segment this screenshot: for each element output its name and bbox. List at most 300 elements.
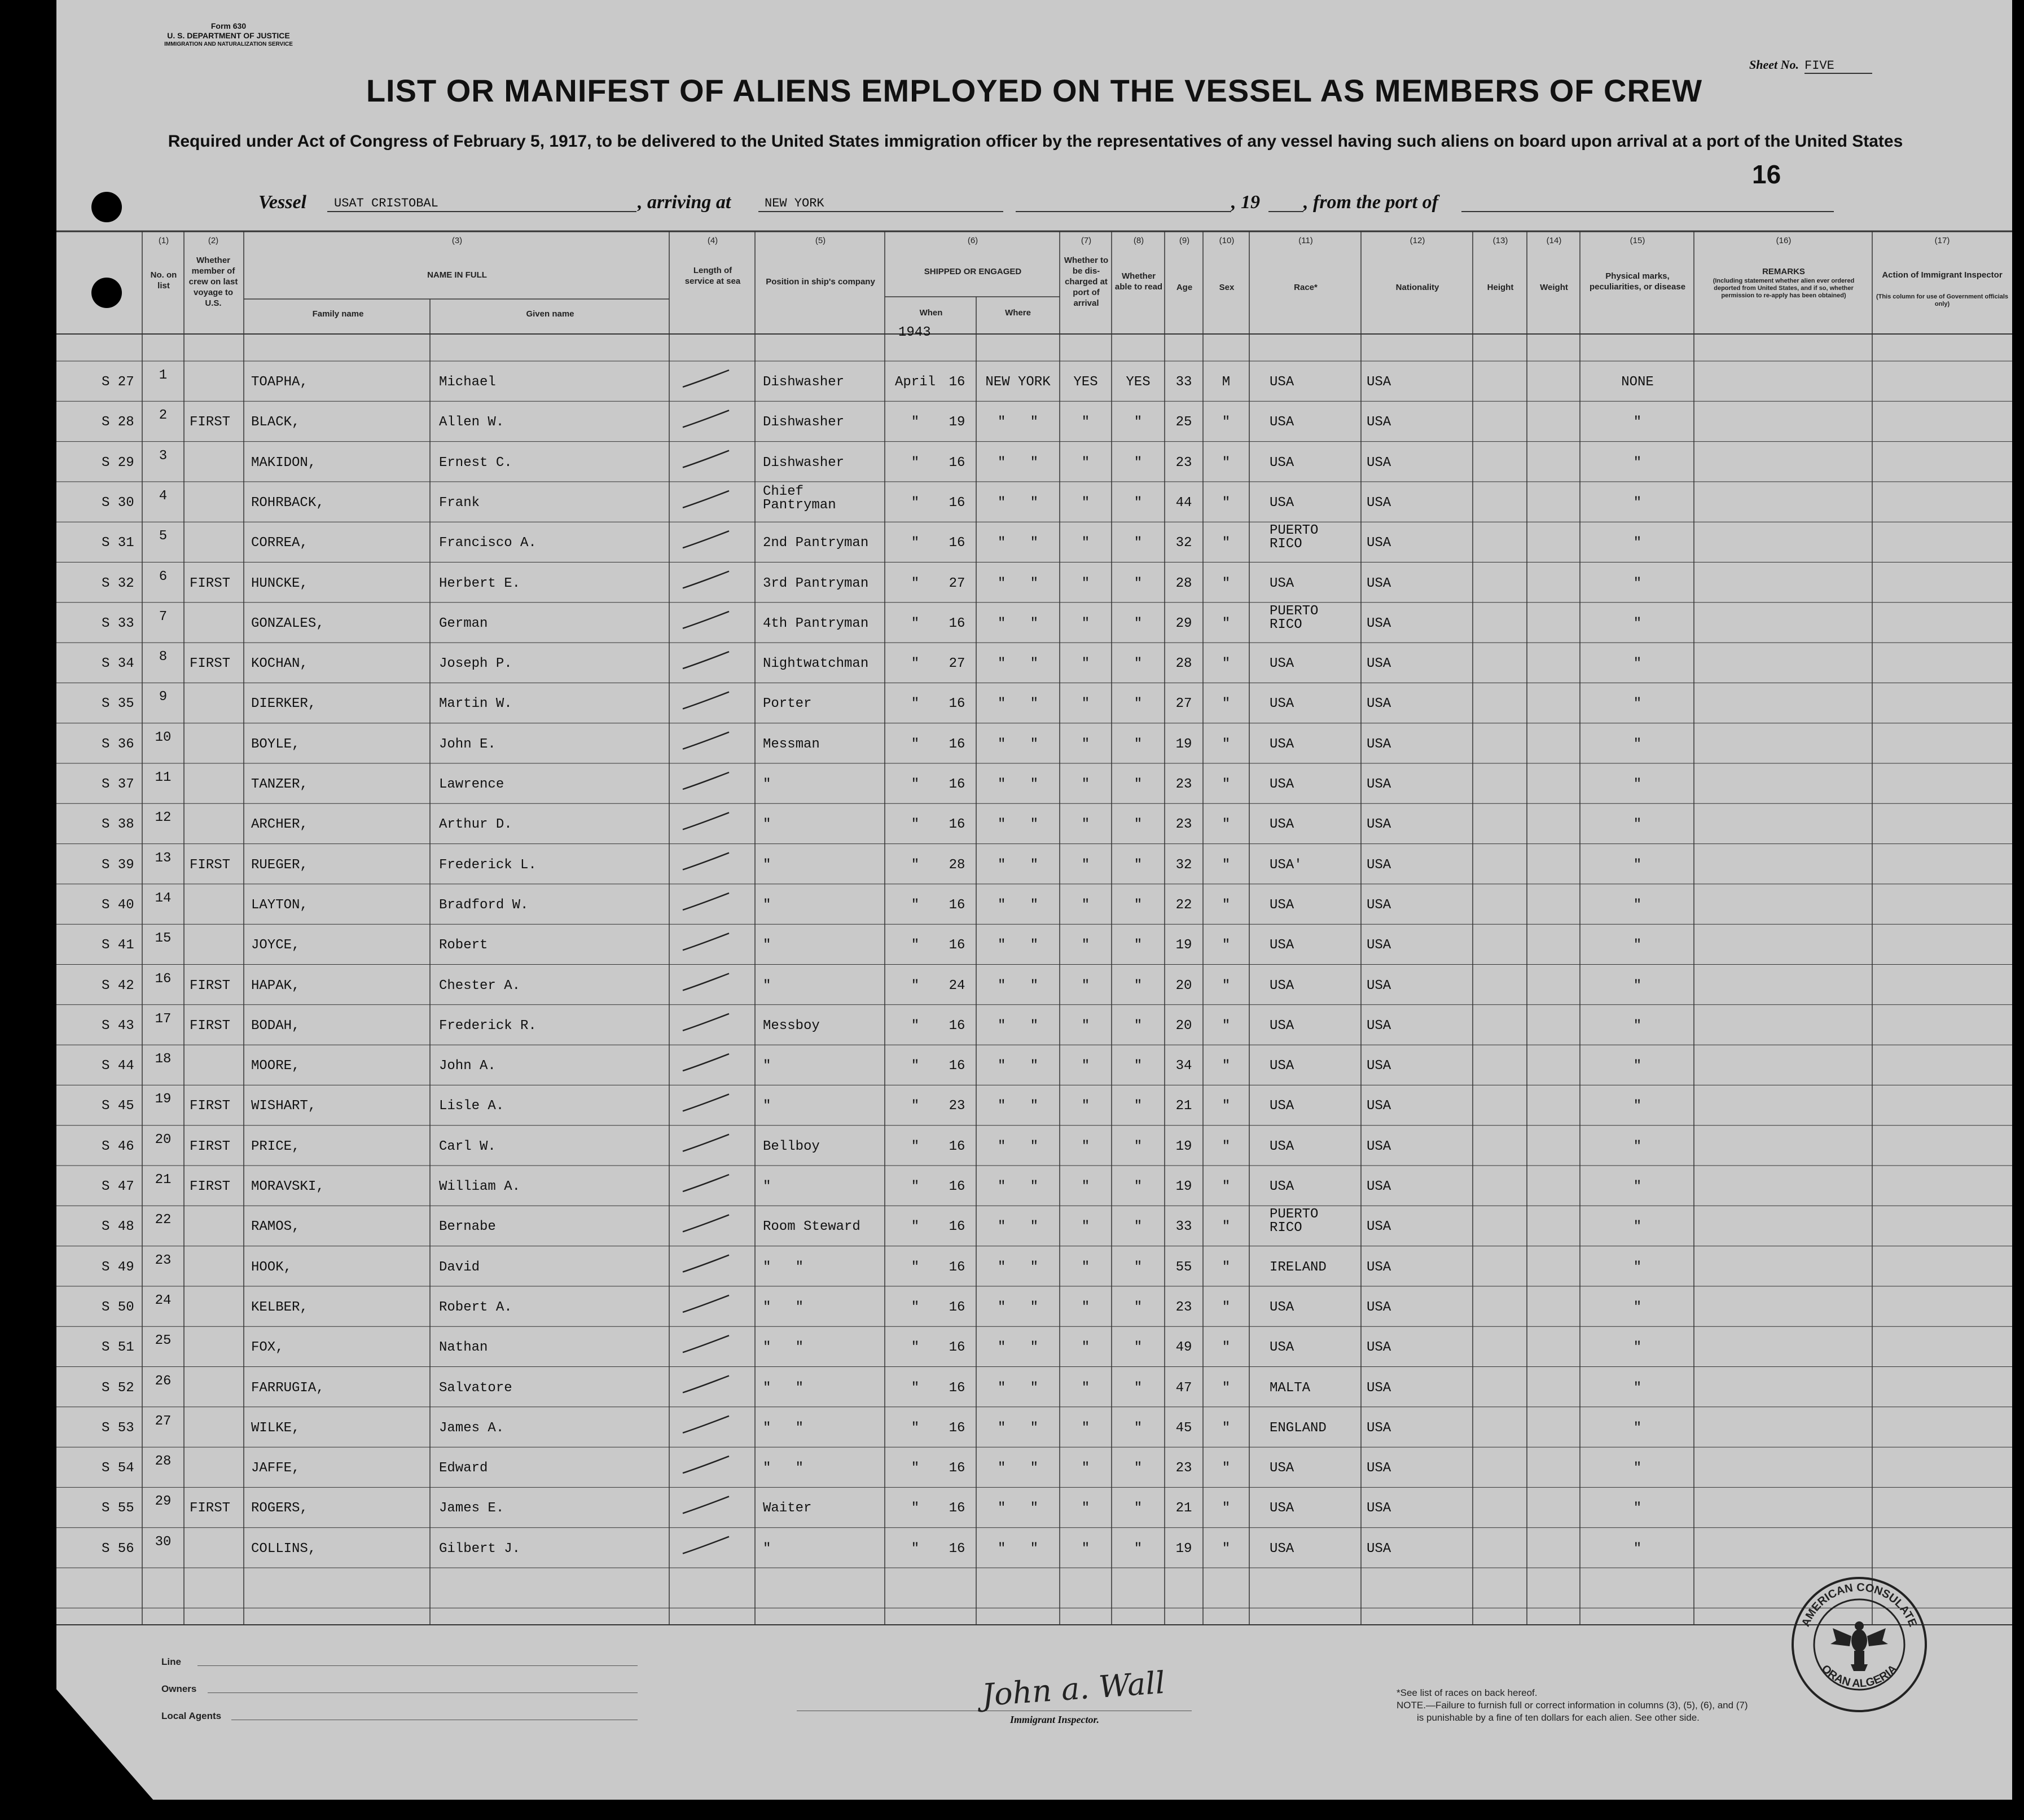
service-check-mark bbox=[683, 732, 729, 749]
sheet-number: FIVE bbox=[1805, 59, 1872, 74]
able-to-read: " bbox=[1134, 1501, 1143, 1516]
owners-underline bbox=[208, 1692, 638, 1693]
nationality: USA bbox=[1367, 1420, 1391, 1436]
position: Porter bbox=[763, 696, 812, 712]
side-number: S 55 bbox=[102, 1501, 134, 1516]
discharged-at-arrival: YES bbox=[1073, 375, 1098, 390]
family-name: HUNCKE, bbox=[251, 575, 308, 591]
shipped-month: " bbox=[911, 1380, 920, 1396]
given-name: John E. bbox=[439, 736, 496, 752]
given-name: Herbert E. bbox=[439, 575, 521, 591]
side-number: S 40 bbox=[102, 897, 134, 913]
age: 23 bbox=[1175, 455, 1192, 471]
race: USA bbox=[1270, 1098, 1294, 1114]
shipped-month: " bbox=[911, 415, 920, 430]
position: " bbox=[763, 938, 771, 953]
previous-voyage: FIRST bbox=[190, 656, 231, 672]
shipped-where: " " bbox=[997, 1501, 1039, 1516]
nationality: USA bbox=[1367, 495, 1391, 511]
side-number: S 46 bbox=[102, 1138, 134, 1154]
sex: " bbox=[1222, 978, 1231, 993]
position: " bbox=[763, 897, 771, 913]
col16-subheader: (Including statement whether alien ever ordered deported from United States, and if so, whether permission to re-apply has been obtained) bbox=[1713, 278, 1855, 299]
physical-marks: " bbox=[1633, 1340, 1642, 1356]
given-name: German bbox=[439, 616, 488, 631]
physical-marks: " bbox=[1633, 1420, 1642, 1436]
given-name: Joseph P. bbox=[439, 656, 512, 672]
shipped-day: 16 bbox=[949, 1259, 965, 1275]
shipped-where: " " bbox=[997, 817, 1039, 833]
col4-header: Length of service at sea bbox=[684, 266, 741, 286]
physical-marks: " bbox=[1633, 1219, 1642, 1235]
race: USA' bbox=[1270, 857, 1302, 873]
row-number: 1 bbox=[159, 368, 168, 383]
shipped-month: April bbox=[894, 375, 936, 390]
shipped-where: " " bbox=[997, 415, 1039, 430]
given-name: Arthur D. bbox=[439, 817, 512, 833]
signature-caption: Immigrant Inspector. bbox=[1010, 1714, 1100, 1725]
shipped-month: " bbox=[911, 736, 920, 752]
shipped-day: 16 bbox=[949, 897, 965, 913]
sex: " bbox=[1222, 1098, 1231, 1114]
position: Messman bbox=[763, 736, 820, 752]
shipped-day: 16 bbox=[949, 817, 965, 833]
age: 32 bbox=[1175, 857, 1192, 873]
given-name: Martin W. bbox=[439, 696, 512, 712]
shipped-where: " " bbox=[997, 736, 1039, 752]
family-name: TOAPHA, bbox=[251, 375, 308, 390]
shipped-month: " bbox=[911, 857, 920, 873]
discharged-at-arrival: " bbox=[1081, 535, 1090, 551]
row-number: 13 bbox=[155, 850, 172, 866]
race: USA bbox=[1270, 1461, 1294, 1476]
sex: " bbox=[1222, 817, 1231, 833]
shipped-where: " " bbox=[997, 857, 1039, 873]
side-number: S 53 bbox=[102, 1420, 134, 1436]
physical-marks: " bbox=[1633, 575, 1642, 591]
shipped-month: " bbox=[911, 1299, 920, 1315]
physical-marks: " bbox=[1633, 415, 1642, 430]
discharged-at-arrival: " bbox=[1081, 1219, 1090, 1235]
family-name: BODAH, bbox=[251, 1018, 300, 1034]
discharged-at-arrival: " bbox=[1081, 1340, 1090, 1356]
service-check-mark bbox=[683, 1295, 729, 1312]
shipped-where: " " bbox=[997, 978, 1039, 993]
nationality: USA bbox=[1367, 1018, 1391, 1034]
shipped-where: " " bbox=[997, 1420, 1039, 1436]
inspector-signature: John a. Wall bbox=[981, 1664, 1166, 1713]
shipped-day: 16 bbox=[949, 938, 965, 953]
shipped-month: " bbox=[911, 1461, 920, 1476]
race: USA bbox=[1270, 696, 1294, 712]
family-name: ARCHER, bbox=[251, 817, 308, 833]
age: 49 bbox=[1175, 1340, 1192, 1356]
race: USA bbox=[1270, 495, 1294, 511]
owners-label: Owners bbox=[161, 1683, 197, 1694]
col17-number: (17) bbox=[1934, 236, 1950, 245]
able-to-read: " bbox=[1134, 696, 1143, 712]
age: 28 bbox=[1175, 656, 1192, 672]
discharged-at-arrival: " bbox=[1081, 938, 1090, 953]
discharged-at-arrival: " bbox=[1081, 1138, 1090, 1154]
document-title: LIST OR MANIFEST OF ALIENS EMPLOYED ON THE VESSEL AS MEMBERS OF CREW bbox=[366, 73, 1703, 108]
service-check-mark bbox=[683, 572, 729, 588]
service-check-mark bbox=[683, 1416, 729, 1433]
physical-marks: " bbox=[1633, 455, 1642, 471]
penalty-note-line1: NOTE.—Failure to furnish full or correct information in columns (3), (5), (6), and (7) bbox=[1397, 1700, 1748, 1711]
able-to-read: " bbox=[1134, 1259, 1143, 1275]
service-check-mark bbox=[683, 1335, 729, 1352]
previous-voyage: FIRST bbox=[190, 575, 231, 591]
department-name: U. S. DEPARTMENT OF JUSTICE bbox=[167, 31, 290, 40]
shipped-month: " bbox=[911, 575, 920, 591]
position: " bbox=[763, 1179, 771, 1194]
age: 44 bbox=[1175, 495, 1192, 511]
sex: " bbox=[1222, 535, 1231, 551]
age: 22 bbox=[1175, 897, 1192, 913]
row-number: 9 bbox=[159, 689, 168, 705]
nationality: USA bbox=[1367, 897, 1391, 913]
nationality: USA bbox=[1367, 1259, 1391, 1275]
shipped-month: " bbox=[911, 1098, 920, 1114]
row-number: 17 bbox=[155, 1011, 172, 1027]
race: USA bbox=[1270, 1179, 1294, 1194]
shipped-day: 16 bbox=[949, 1420, 965, 1436]
row-number: 29 bbox=[155, 1494, 172, 1510]
service-check-mark bbox=[683, 410, 729, 427]
side-number: S 28 bbox=[102, 415, 134, 430]
able-to-read: " bbox=[1134, 1420, 1143, 1436]
physical-marks: " bbox=[1633, 897, 1642, 913]
sex: " bbox=[1222, 1541, 1231, 1557]
family-name: COLLINS, bbox=[251, 1541, 317, 1557]
shipped-where: " " bbox=[997, 1259, 1039, 1275]
side-number: S 48 bbox=[102, 1219, 134, 1235]
col16-header: REMARKS bbox=[1762, 267, 1805, 276]
side-number: S 27 bbox=[102, 375, 134, 390]
side-number: S 30 bbox=[102, 495, 134, 511]
col16-number: (16) bbox=[1776, 236, 1792, 245]
able-to-read: " bbox=[1134, 857, 1143, 873]
shipped-day: 16 bbox=[949, 495, 965, 511]
family-name-header: Family name bbox=[312, 309, 364, 319]
service-check-mark bbox=[683, 812, 729, 829]
race: USA bbox=[1270, 656, 1294, 672]
service-check-mark bbox=[683, 1456, 729, 1473]
seal-top-text: AMERICAN CONSULATE bbox=[1799, 1581, 1919, 1629]
physical-marks: " bbox=[1633, 1501, 1642, 1516]
age: 55 bbox=[1175, 1259, 1192, 1275]
sex: " bbox=[1222, 1138, 1231, 1154]
able-to-read: " bbox=[1134, 1340, 1143, 1356]
manifest-sheet bbox=[56, 0, 2012, 1800]
age: 23 bbox=[1175, 777, 1192, 792]
shipped-month: " bbox=[911, 1541, 920, 1557]
physical-marks: " bbox=[1633, 1018, 1642, 1034]
able-to-read: " bbox=[1134, 777, 1143, 792]
able-to-read: " bbox=[1134, 897, 1143, 913]
row-number: 27 bbox=[155, 1413, 172, 1429]
row-number: 10 bbox=[155, 729, 172, 745]
physical-marks: " bbox=[1633, 535, 1642, 551]
position: Dishwasher bbox=[763, 415, 845, 430]
shipped-day: 16 bbox=[949, 1380, 965, 1396]
family-name: JOYCE, bbox=[251, 938, 300, 953]
physical-marks: " bbox=[1633, 1259, 1642, 1275]
position: " bbox=[763, 817, 771, 833]
side-number: S 52 bbox=[102, 1380, 134, 1396]
nationality: USA bbox=[1367, 1098, 1391, 1114]
row-number: 2 bbox=[159, 408, 168, 424]
age: 20 bbox=[1175, 1018, 1192, 1034]
physical-marks: " bbox=[1633, 1541, 1642, 1557]
discharged-at-arrival: " bbox=[1081, 857, 1090, 873]
shipped-month: " bbox=[911, 535, 920, 551]
service-check-mark bbox=[683, 612, 729, 628]
race: PUERTO RICO bbox=[1270, 523, 1319, 552]
position: 3rd Pantryman bbox=[763, 575, 869, 591]
race: PUERTO RICO bbox=[1270, 1207, 1319, 1236]
shipped-day: 16 bbox=[949, 736, 965, 752]
shipped-where: " " bbox=[997, 1461, 1039, 1476]
side-number: S 38 bbox=[102, 817, 134, 833]
shipped-day: 16 bbox=[949, 535, 965, 551]
able-to-read: " bbox=[1134, 1138, 1143, 1154]
position: Chief Pantryman bbox=[763, 483, 836, 513]
sex: " bbox=[1222, 857, 1231, 873]
able-to-read: " bbox=[1134, 978, 1143, 993]
given-name: Frederick L. bbox=[439, 857, 537, 873]
local-agents-label: Local Agents bbox=[161, 1711, 222, 1721]
given-name: Lawrence bbox=[439, 777, 504, 792]
race: USA bbox=[1270, 897, 1294, 913]
shipped-where: " " bbox=[997, 777, 1039, 792]
discharged-at-arrival: " bbox=[1081, 1058, 1090, 1074]
col12-header: Nationality bbox=[1395, 283, 1439, 292]
position: " bbox=[763, 777, 771, 792]
from-port-label: , from the port of bbox=[1303, 192, 1438, 213]
shipped-where: " " bbox=[997, 656, 1039, 672]
row-number: 20 bbox=[155, 1132, 172, 1148]
service-check-mark bbox=[683, 652, 729, 669]
given-name: Robert bbox=[439, 938, 488, 953]
sex: " bbox=[1222, 415, 1231, 430]
side-number: S 34 bbox=[102, 656, 134, 672]
service-check-mark bbox=[683, 1054, 729, 1071]
discharged-at-arrival: " bbox=[1081, 1299, 1090, 1315]
age: 20 bbox=[1175, 978, 1192, 993]
race: USA bbox=[1270, 1018, 1294, 1034]
side-number: S 37 bbox=[102, 777, 134, 792]
race: USA bbox=[1270, 1299, 1294, 1315]
col12-number: (12) bbox=[1410, 236, 1425, 245]
family-name: GONZALES, bbox=[251, 616, 324, 631]
nationality: USA bbox=[1367, 616, 1391, 631]
race: USA bbox=[1270, 1138, 1294, 1154]
year-written: 1943 bbox=[898, 325, 931, 340]
col7-header: Whether to be dis-charged at port of arrival bbox=[1064, 256, 1109, 308]
side-number: S 54 bbox=[102, 1461, 134, 1476]
race: USA bbox=[1270, 1340, 1294, 1356]
given-name: Salvatore bbox=[439, 1380, 512, 1396]
able-to-read: " bbox=[1134, 1179, 1143, 1194]
col5-number: (5) bbox=[815, 236, 826, 245]
row-number: 6 bbox=[159, 569, 168, 584]
sex: " bbox=[1222, 1058, 1231, 1074]
service-check-mark bbox=[683, 893, 729, 910]
arriving-port: NEW YORK bbox=[765, 196, 824, 210]
able-to-read: " bbox=[1134, 1380, 1143, 1396]
shipped-month: " bbox=[911, 1501, 920, 1516]
race: IRELAND bbox=[1270, 1259, 1327, 1275]
race: USA bbox=[1270, 736, 1294, 752]
shipped-month: " bbox=[911, 817, 920, 833]
given-name: Francisco A. bbox=[439, 535, 537, 551]
nationality: USA bbox=[1367, 575, 1391, 591]
given-name-header: Given name bbox=[526, 309, 574, 319]
col6-header: SHIPPED OR ENGAGED bbox=[924, 267, 1022, 276]
family-name: FARRUGIA, bbox=[251, 1380, 324, 1396]
shipped-month: " bbox=[911, 1420, 920, 1436]
shipped-where: NEW YORK bbox=[985, 375, 1051, 390]
family-name: CORREA, bbox=[251, 535, 308, 551]
row-number: 11 bbox=[155, 770, 172, 785]
given-name: John A. bbox=[439, 1058, 496, 1074]
age: 34 bbox=[1175, 1058, 1192, 1074]
position: Nightwatchman bbox=[763, 656, 869, 672]
family-name: MOORE, bbox=[251, 1058, 300, 1074]
nationality: USA bbox=[1367, 1179, 1391, 1194]
service-check-mark bbox=[683, 772, 729, 789]
sex: " bbox=[1222, 656, 1231, 672]
given-name: Allen W. bbox=[439, 415, 504, 430]
position: " " bbox=[763, 1380, 804, 1396]
position: " bbox=[763, 978, 771, 993]
able-to-read: " bbox=[1134, 415, 1143, 430]
shipped-month: " bbox=[911, 1058, 920, 1074]
position: " bbox=[763, 1541, 771, 1557]
given-name: Ernest C. bbox=[439, 455, 512, 471]
able-to-read: " bbox=[1134, 455, 1143, 471]
shipped-where: " " bbox=[997, 938, 1039, 953]
race: ENGLAND bbox=[1270, 1420, 1327, 1436]
vessel-label: Vessel bbox=[258, 192, 306, 213]
age: 47 bbox=[1175, 1380, 1192, 1396]
family-name: LAYTON, bbox=[251, 897, 308, 913]
col13-header: Height bbox=[1487, 283, 1514, 292]
shipped-month: " bbox=[911, 1179, 920, 1194]
previous-voyage: FIRST bbox=[190, 857, 231, 873]
age: 19 bbox=[1175, 1541, 1192, 1557]
previous-voyage: FIRST bbox=[190, 1018, 231, 1034]
sex: " bbox=[1222, 777, 1231, 792]
previous-voyage: FIRST bbox=[190, 1138, 231, 1154]
race: USA bbox=[1270, 455, 1294, 471]
col17-header: Action of Immigrant Inspector bbox=[1882, 270, 2003, 280]
able-to-read: " bbox=[1134, 495, 1143, 511]
able-to-read: " bbox=[1134, 656, 1143, 672]
position: Room Steward bbox=[763, 1219, 860, 1235]
discharged-at-arrival: " bbox=[1081, 455, 1090, 471]
nationality: USA bbox=[1367, 1541, 1391, 1557]
nationality: USA bbox=[1367, 1138, 1391, 1154]
given-name: Bernabe bbox=[439, 1219, 496, 1235]
race: USA bbox=[1270, 1058, 1294, 1074]
col9-number: (9) bbox=[1179, 236, 1190, 245]
shipped-day: 16 bbox=[949, 696, 965, 712]
family-name: WILKE, bbox=[251, 1420, 300, 1436]
able-to-read: " bbox=[1134, 736, 1143, 752]
side-number: S 45 bbox=[102, 1098, 134, 1114]
nationality: USA bbox=[1367, 736, 1391, 752]
shipped-where: " " bbox=[997, 575, 1039, 591]
shipped-where: " " bbox=[997, 1541, 1039, 1557]
position: " bbox=[763, 857, 771, 873]
discharged-at-arrival: " bbox=[1081, 736, 1090, 752]
discharged-at-arrival: " bbox=[1081, 616, 1090, 631]
given-name: Robert A. bbox=[439, 1299, 512, 1315]
side-number: S 33 bbox=[102, 616, 134, 631]
sex: " bbox=[1222, 1219, 1231, 1235]
position: " bbox=[763, 1058, 771, 1074]
age: 27 bbox=[1175, 696, 1192, 712]
previous-voyage: FIRST bbox=[190, 978, 231, 993]
row-number: 30 bbox=[155, 1534, 172, 1550]
family-name: BLACK, bbox=[251, 415, 300, 430]
family-name: MORAVSKI, bbox=[251, 1179, 324, 1194]
previous-voyage: FIRST bbox=[190, 415, 231, 430]
sex: " bbox=[1222, 495, 1231, 511]
sex: " bbox=[1222, 897, 1231, 913]
shipped-where: " " bbox=[997, 535, 1039, 551]
given-name: Lisle A. bbox=[439, 1098, 504, 1114]
previous-voyage: FIRST bbox=[190, 1501, 231, 1516]
sex: " bbox=[1222, 1179, 1231, 1194]
able-to-read: " bbox=[1134, 1219, 1143, 1235]
shipped-where: " " bbox=[997, 1098, 1039, 1114]
nationality: USA bbox=[1367, 1219, 1391, 1235]
shipped-day: 16 bbox=[949, 1179, 965, 1194]
family-name: FOX, bbox=[251, 1340, 284, 1356]
physical-marks: " bbox=[1633, 938, 1642, 953]
age: 25 bbox=[1175, 415, 1192, 430]
age: 45 bbox=[1175, 1420, 1192, 1436]
discharged-at-arrival: " bbox=[1081, 1259, 1090, 1275]
discharged-at-arrival: " bbox=[1081, 1179, 1090, 1194]
given-name: Frederick R. bbox=[439, 1018, 537, 1034]
shipped-month: " bbox=[911, 455, 920, 471]
row-number: 28 bbox=[155, 1454, 172, 1470]
nationality: USA bbox=[1367, 375, 1391, 390]
side-number: S 32 bbox=[102, 575, 134, 591]
arriving-label: , arriving at bbox=[638, 192, 731, 213]
shipped-day: 16 bbox=[949, 1461, 965, 1476]
eagle-emblem-icon bbox=[1830, 1621, 1888, 1671]
race: USA bbox=[1270, 777, 1294, 792]
discharged-at-arrival: " bbox=[1081, 696, 1090, 712]
col7-number: (7) bbox=[1081, 236, 1092, 245]
nationality: USA bbox=[1367, 1380, 1391, 1396]
nationality: USA bbox=[1367, 535, 1391, 551]
sex: " bbox=[1222, 575, 1231, 591]
row-number: 7 bbox=[159, 609, 168, 625]
side-number: S 29 bbox=[102, 455, 134, 471]
physical-marks: " bbox=[1633, 656, 1642, 672]
physical-marks: " bbox=[1633, 495, 1642, 511]
sex: " bbox=[1222, 1259, 1231, 1275]
able-to-read: " bbox=[1134, 1058, 1143, 1074]
shipped-month: " bbox=[911, 777, 920, 792]
